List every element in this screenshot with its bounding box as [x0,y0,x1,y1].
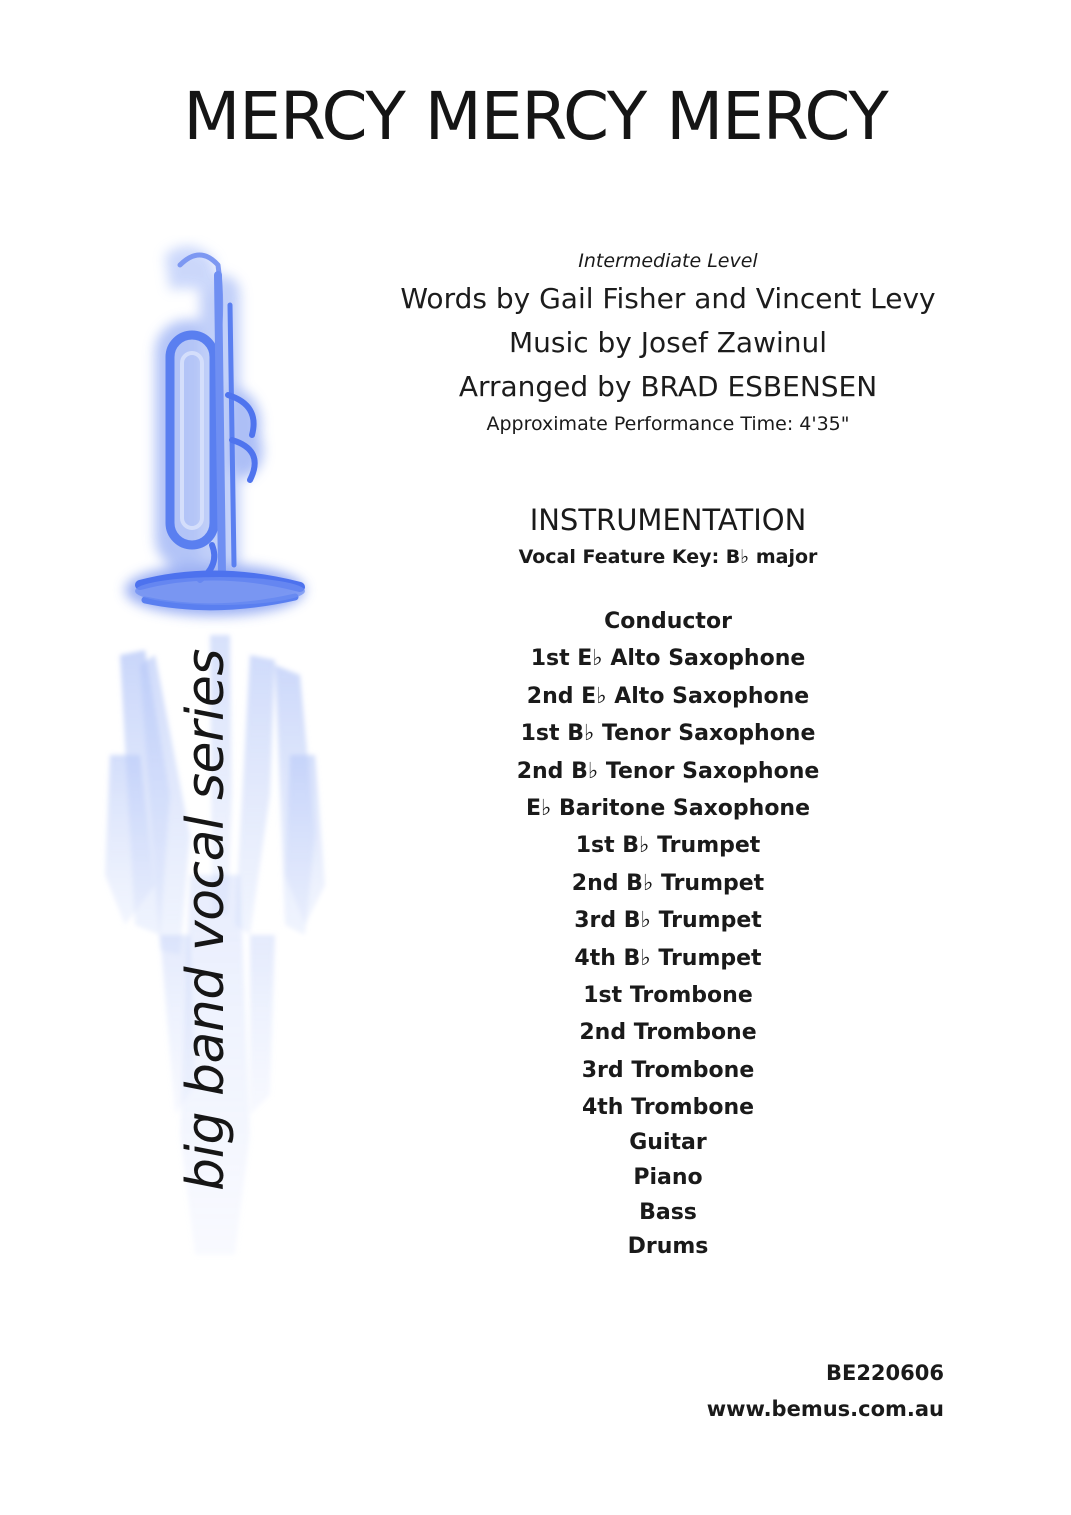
list-item: 2nd E♭ Alto Saxophone [526,683,810,709]
catalog-code: BE220606 [825,1361,944,1385]
series-name: big band vocal series [176,649,236,1191]
instrumentation-heading: INSTRUMENTATION [529,503,807,537]
list-item: 1st Trombone [583,982,753,1008]
vocal-key: Vocal Feature Key: B♭ major [518,546,818,568]
list-item: Conductor [604,609,732,634]
list-item: 2nd B♭ Tenor Saxophone [516,758,820,784]
website-link[interactable]: www.bemus.com.au [706,1397,944,1421]
lyricist-credit: Words by Gail Fisher and Vincent Levy [400,282,936,315]
list-item: 4th B♭ Trumpet [574,945,762,971]
list-item: Bass [639,1199,697,1225]
list-item: E♭ Baritone Saxophone [525,795,811,821]
list-item: 3rd B♭ Trumpet [574,908,762,934]
list-item: 1st B♭ Trumpet [575,833,761,859]
list-item: Piano [633,1165,703,1191]
composer-credit: Music by Josef Zawinul [508,326,828,359]
arranger-credit: Arranged by BRAD ESBENSEN [458,370,878,403]
list-item: 4th Trombone [581,1095,755,1121]
list-item: 2nd B♭ Trumpet [571,870,765,896]
list-item: 1st E♭ Alto Saxophone [530,646,806,672]
level-label: Intermediate Level [578,250,758,272]
list-item: 2nd Trombone [579,1020,757,1046]
list-item: Guitar [629,1130,707,1156]
list-item: Drums [627,1234,709,1260]
performance-time: Approximate Performance Time: 4'35" [486,413,850,435]
list-item: 1st B♭ Tenor Saxophone [520,721,816,747]
instrumentation-list [368,603,968,1265]
score-title: MERCY MERCY MERCY [183,78,888,155]
list-item: 3rd Trombone [581,1057,755,1083]
